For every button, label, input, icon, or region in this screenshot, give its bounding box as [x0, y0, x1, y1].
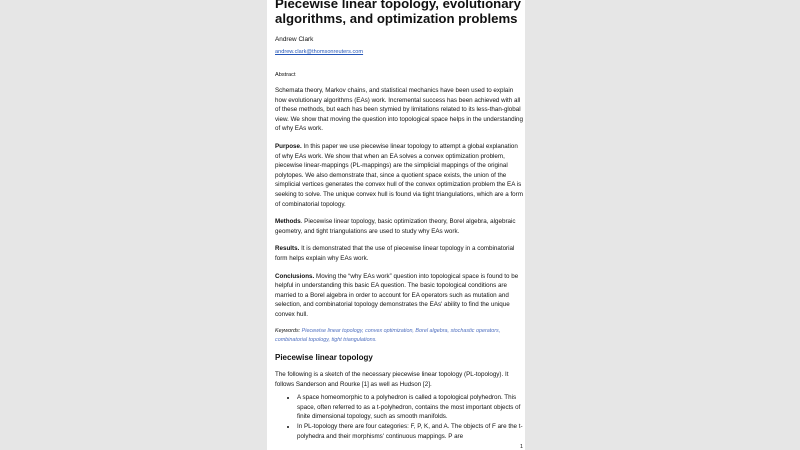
section-heading: Piecewise linear topology	[275, 353, 373, 363]
list-item: • In PL-topology there are four categories: F, P, K, and A. The objects of F are the t-polyhedra and their morphisms' continuous mappings. P are	[297, 422, 523, 441]
abstract-label: Abstract	[275, 72, 296, 78]
conclusions-text: Moving the “why EAs work” question into topological space is found to be helpful in understanding this basic EA question. The basic topological conditions are married to a Borel algebra in order to account for EA operators such as mutation and selection, and combinatorial topology demonstrates the EAs' ability to find the unique convex hull.	[275, 272, 519, 318]
conclusions-label: Conclusions.	[275, 272, 315, 280]
author-email-link[interactable]: andrew.clark@thomsonreuters.com	[275, 49, 364, 55]
purpose-text: In this paper we use piecewise linear topology to attempt a global explanation of why EAs work. We show that when an EA solves a convex optimization problem, piecewise linear-mappings (PL-mappings) are the simplicial mappings of the original polytopes. We also demonstrate that, since a quotient space exists, the union of the simplicial vertices generates the convex hull of the convex optimization problem the EA is seeking to solve. The unique convex hull is found via tight triangulations, which are a form of combinatorial topology.	[275, 142, 523, 208]
abstract-intro: Schemata theory, Markov chains, and statistical mechanics have been used to explain how evolutionary algorithms (EAs) work. Incremental success has been achieved with all of these methods, but each has been stymied by limitations related to its less-than-global view. We show that moving the question into topological space helps in the understanding of why EAs work.	[275, 87, 523, 133]
methods-paragraph	[275, 217, 523, 236]
list-item: • A space homeomorphic to a polyhedron is called a topological polyhedron. This space, often referred to as a t-polyhedron, contains the most important objects of finite dimensional topology, such as smooth manifolds.	[297, 393, 523, 422]
results-paragraph	[275, 244, 523, 263]
section-intro: The following is a sketch of the necessary piecewise linear topology (PL-topology). It follows Sanderson and Rourke [1] as well as Hudson [2].	[275, 371, 509, 388]
page-number: 1	[520, 444, 524, 450]
keywords-line	[275, 327, 523, 345]
results-label: Results.	[275, 245, 300, 253]
purpose-label: Purpose.	[275, 142, 302, 150]
keywords-label: Keywords:	[275, 328, 301, 335]
keywords-list[interactable]: Piecewise linear topology, convex optimization, Borel algebra, stochastic operators, combinatorial topology, tight triangulations.	[275, 328, 501, 344]
document-page	[267, 0, 525, 450]
results-text: It is demonstrated that the use of piecewise linear topology in a combinatorial form helps explain why EAs work.	[275, 245, 515, 262]
paper-title: Piecewise linear topology, evolutionary algorithms, and optimization problems	[275, 0, 521, 26]
conclusions-paragraph	[275, 272, 523, 320]
page-content	[275, 0, 523, 441]
purpose-paragraph	[275, 142, 523, 209]
methods-text: . Piecewise linear topology, basic optimization theory, Borel algebra, algebraic geometry, and tight triangulations are used to study why EAs work.	[275, 218, 516, 235]
methods-label: Methods	[275, 218, 301, 226]
bullet-list	[275, 393, 523, 441]
author-name: Andrew Clark	[275, 36, 314, 43]
